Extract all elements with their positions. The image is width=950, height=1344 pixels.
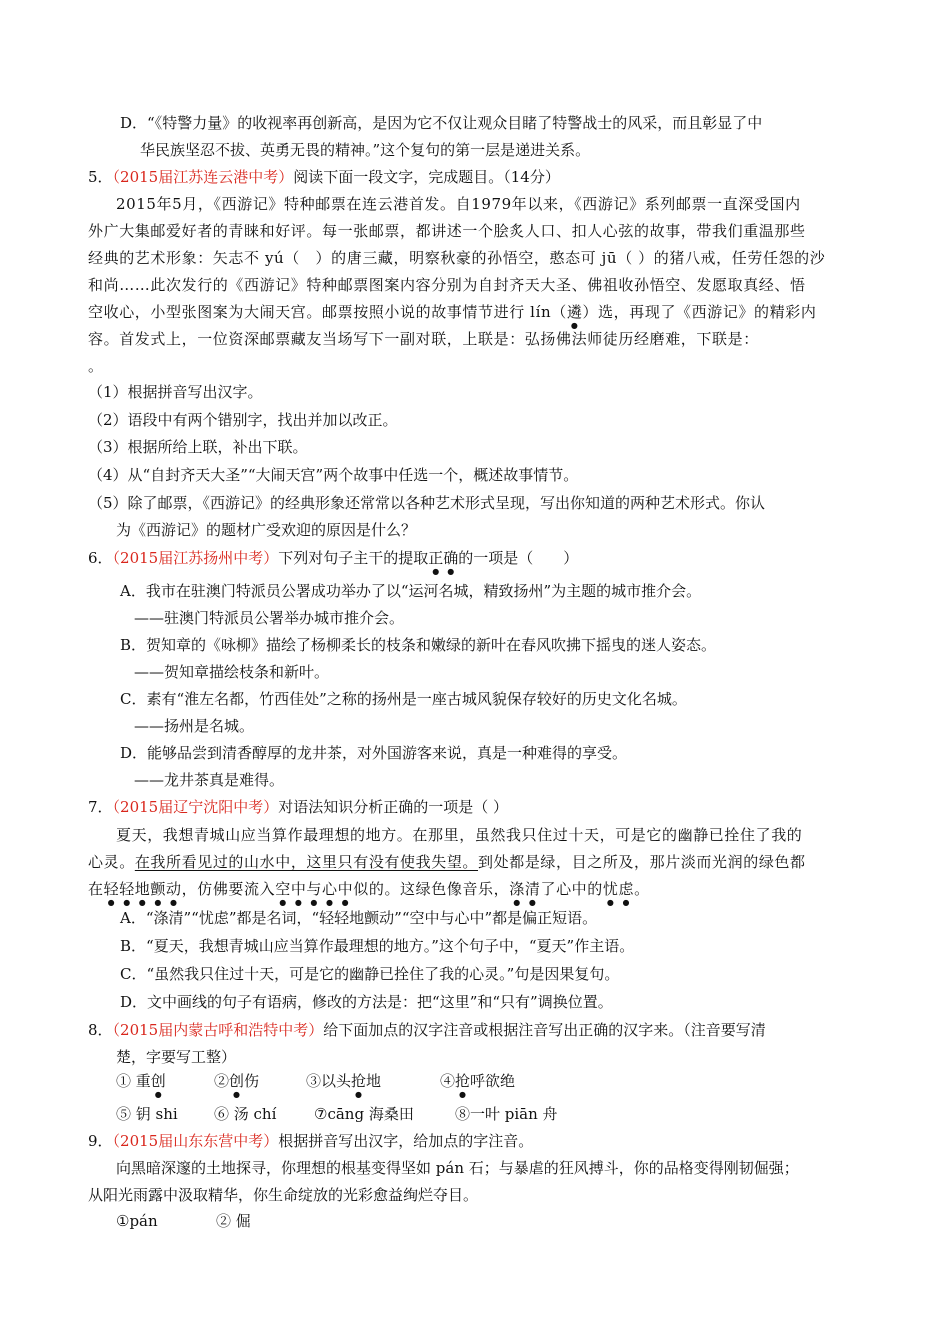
q8-item-5: ⑤ 钥 shi bbox=[116, 1105, 178, 1123]
q8-item-8: ⑧一叶 piān 舟 bbox=[455, 1105, 558, 1123]
q6-option-c: C．素有“淮左名都，竹西佳处”之称的扬州是一座古城风貌保存较好的历史文化名城。 bbox=[120, 690, 687, 708]
emphasized-char: 抢 bbox=[351, 1072, 367, 1090]
question-number: 6． bbox=[88, 549, 113, 567]
q5-subquestion-5-line2: 为《西游记》的题材广受欢迎的原因是什么？ bbox=[116, 521, 417, 539]
q4-option-d-line1: D．“《特警力量》的收视率再创新高，是因为它不仅让观众目睹了特警战士的风采，而且彰显了中 bbox=[120, 114, 763, 132]
q8-item-7: ⑦cāng 海桑田 bbox=[314, 1105, 414, 1123]
q5-header bbox=[88, 167, 560, 187]
q5-subquestion-3: （3）根据所给上联，补出下联。 bbox=[88, 438, 308, 456]
q5-passage-line4: 和尚……此次发行的《西游记》特种邮票图案内容分别为自封齐天大圣、佛祖收孙悟空、发愿取真经、悟 bbox=[88, 276, 806, 294]
q5-passage-line1: 2015年5月，《西游记》特种邮票在连云港首发。自1979年以来，《西游记》系列邮票一直深受国内 bbox=[116, 195, 801, 213]
question-source: （2015届山东东营中考） bbox=[112, 1132, 279, 1150]
q5-subquestion-4: （4）从“自封齐天大圣”“大闹天宫”两个故事中任选一个，概述故事情节。 bbox=[88, 466, 579, 484]
q9-answer-1: ①pán bbox=[116, 1212, 158, 1230]
q8-item-3: ③以头抢地 bbox=[306, 1072, 382, 1090]
q8-item-1: ① 重创 bbox=[116, 1072, 166, 1090]
emphasized-char: 创 bbox=[150, 1072, 166, 1090]
q6-option-a: A．我市在驻澳门特派员公署成功举办了以“运河名城，精致扬州”为主题的城市推介会。 bbox=[120, 582, 702, 600]
emphasized-char: 遴 bbox=[566, 303, 583, 321]
q5-passage-line3: 经典的艺术形象：矢志不 yú（ ）的唐三藏，明察秋豪的孙悟空，憨态可 jū（ ）的猪八戒，任劳任怨的沙 bbox=[88, 249, 826, 267]
q7-passage-line1: 夏天，我想青城山应当算作最理想的地方。在那里，虽然我只住过十天，可是它的幽静已拴住了我的 bbox=[116, 826, 803, 844]
q6-header: 6．（2015届江苏扬州中考）下列对句子主干的提取正确的一项是（ ） bbox=[88, 549, 579, 567]
emphasized-word: 涤清 bbox=[509, 880, 541, 898]
q6-option-d: D．能够品尝到清香醇厚的龙井茶，对外国游客来说，真是一种难得的享受。 bbox=[120, 744, 628, 762]
question-source: （2015届辽宁沈阳中考） bbox=[112, 798, 279, 816]
question-stem: 根据拼音写出汉字，给加点的字注音。 bbox=[278, 1132, 534, 1150]
q4-option-d-line2: 华民族坚忍不拔、英勇无畏的精神。”这个复句的第一层是递进关系。 bbox=[140, 141, 591, 159]
emphasized-word: 轻轻地颤动 bbox=[103, 880, 182, 898]
q5-subquestion-1: （1）根据拼音写出汉字。 bbox=[88, 383, 263, 401]
question-source: （2015届内蒙古呼和浩特中考） bbox=[112, 1021, 324, 1039]
q7-passage-line3: 在轻轻地颤动，仿佛要流入空中与心中似的。这绿色像音乐，涤清了心中的忧虑。 bbox=[88, 880, 650, 898]
q8-item-2: ②创伤 bbox=[214, 1072, 260, 1090]
q7-passage-line2: 心灵。在我所看见过的山水中，这里只有没有使我失望。到处都是绿，目之所及，那片淡而光润的绿色都 bbox=[88, 853, 806, 871]
q7-option-c: C．“虽然我只住过十天，可是它的幽静已拴住了我的心灵。”句是因果复句。 bbox=[120, 965, 620, 983]
q7-option-d: D．文中画线的句子有语病，修改的方法是：把“这里”和“只有”调换位置。 bbox=[120, 993, 613, 1011]
q8-stem-line2: 楚，字要写工整） bbox=[116, 1048, 237, 1066]
question-number: 5． bbox=[88, 168, 113, 186]
q5-passage-line2: 外广大集邮爱好者的青睐和好评。每一张邮票，都讲述一个脍炙人口、扣人心弦的故事，带我们重温那些 bbox=[88, 222, 806, 240]
q8-item-4: ④抢呼欲绝 bbox=[440, 1072, 516, 1090]
question-stem: 阅读下面一段文字，完成题目。（14分） bbox=[293, 168, 560, 186]
question-number: 8． bbox=[88, 1021, 113, 1039]
q7-header bbox=[88, 797, 508, 817]
question-number: 9． bbox=[88, 1132, 113, 1150]
q5-subquestion-2: （2）语段中有两个错别字，找出并加以改正。 bbox=[88, 411, 398, 429]
q6-option-d-answer: ——龙井茶真是难得。 bbox=[134, 771, 285, 789]
emphasized-char: 抢 bbox=[455, 1072, 471, 1090]
question-stem: 对语法知识分析正确的一项是（ ） bbox=[278, 798, 509, 816]
q6-option-b: B．贺知章的《咏柳》描绘了杨柳柔长的枝条和嫩绿的新叶在春风吹拂下摇曳的迷人姿态。 bbox=[120, 636, 717, 654]
q7-option-b: B．“夏天，我想青城山应当算作最理想的地方。”这个句子中，“夏天”作主语。 bbox=[120, 937, 635, 955]
q9-passage-line2: 从阳光雨露中汲取精华，你生命绽放的光彩愈益绚烂夺目。 bbox=[88, 1186, 479, 1204]
q8-header bbox=[88, 1020, 766, 1040]
q9-header bbox=[88, 1131, 533, 1151]
q7-option-a: A．“涤清”“忧虑”都是名词，“轻轻地颤动”“空中与心中”都是偏正短语。 bbox=[120, 909, 598, 927]
q6-option-a-answer: ——驻澳门特派员公署举办城市推介会。 bbox=[134, 609, 405, 627]
q9-passage-line1: 向黑暗深邃的土地探寻，你理想的根基变得坚如 pán 石；与暴虐的狂风搏斗，你的品格变得刚韧倔强； bbox=[116, 1159, 799, 1177]
question-number: 7． bbox=[88, 798, 113, 816]
q6-option-b-answer: ——贺知章描绘枝条和新叶。 bbox=[134, 663, 330, 681]
q5-passage-line5: 空收心，小型张图案为大闹天宫。邮票按照小说的故事情节进行 lín（遴）选，再现了《西游记》的精彩内 bbox=[88, 303, 817, 321]
emphasized-word: 忧虑 bbox=[602, 880, 635, 898]
q8-item-6: ⑥ 汤 chí bbox=[214, 1105, 277, 1123]
q9-answer-2: ② 倔 bbox=[216, 1212, 251, 1230]
emphasized-char: 创 bbox=[229, 1072, 245, 1090]
question-stem: 给下面加点的汉字注音或根据注音写出正确的汉字来。（注音要写清 bbox=[323, 1021, 766, 1039]
underlined-sentence: 在我所看见过的山水中，这里只有没有使我失望。 bbox=[134, 853, 479, 871]
emphasized-word: 空中与心中 bbox=[275, 880, 354, 898]
question-source: （2015届江苏扬州中考） bbox=[112, 549, 279, 567]
q5-passage-line7: 。 bbox=[88, 357, 104, 375]
q5-passage-line6: 容。首发式上，一位资深邮票藏友当场写下一副对联，上联是：弘扬佛法师徒历经磨难，下联是： bbox=[88, 330, 759, 348]
q5-subquestion-5-line1: （5）除了邮票，《西游记》的经典形象还常常以各种艺术形式呈现，写出你知道的两种艺术形式。你认 bbox=[88, 494, 766, 512]
question-source: （2015届江苏连云港中考） bbox=[112, 168, 294, 186]
emphasized-word: 正确 bbox=[428, 549, 459, 567]
q6-option-c-answer: ——扬州是名城。 bbox=[134, 717, 255, 735]
